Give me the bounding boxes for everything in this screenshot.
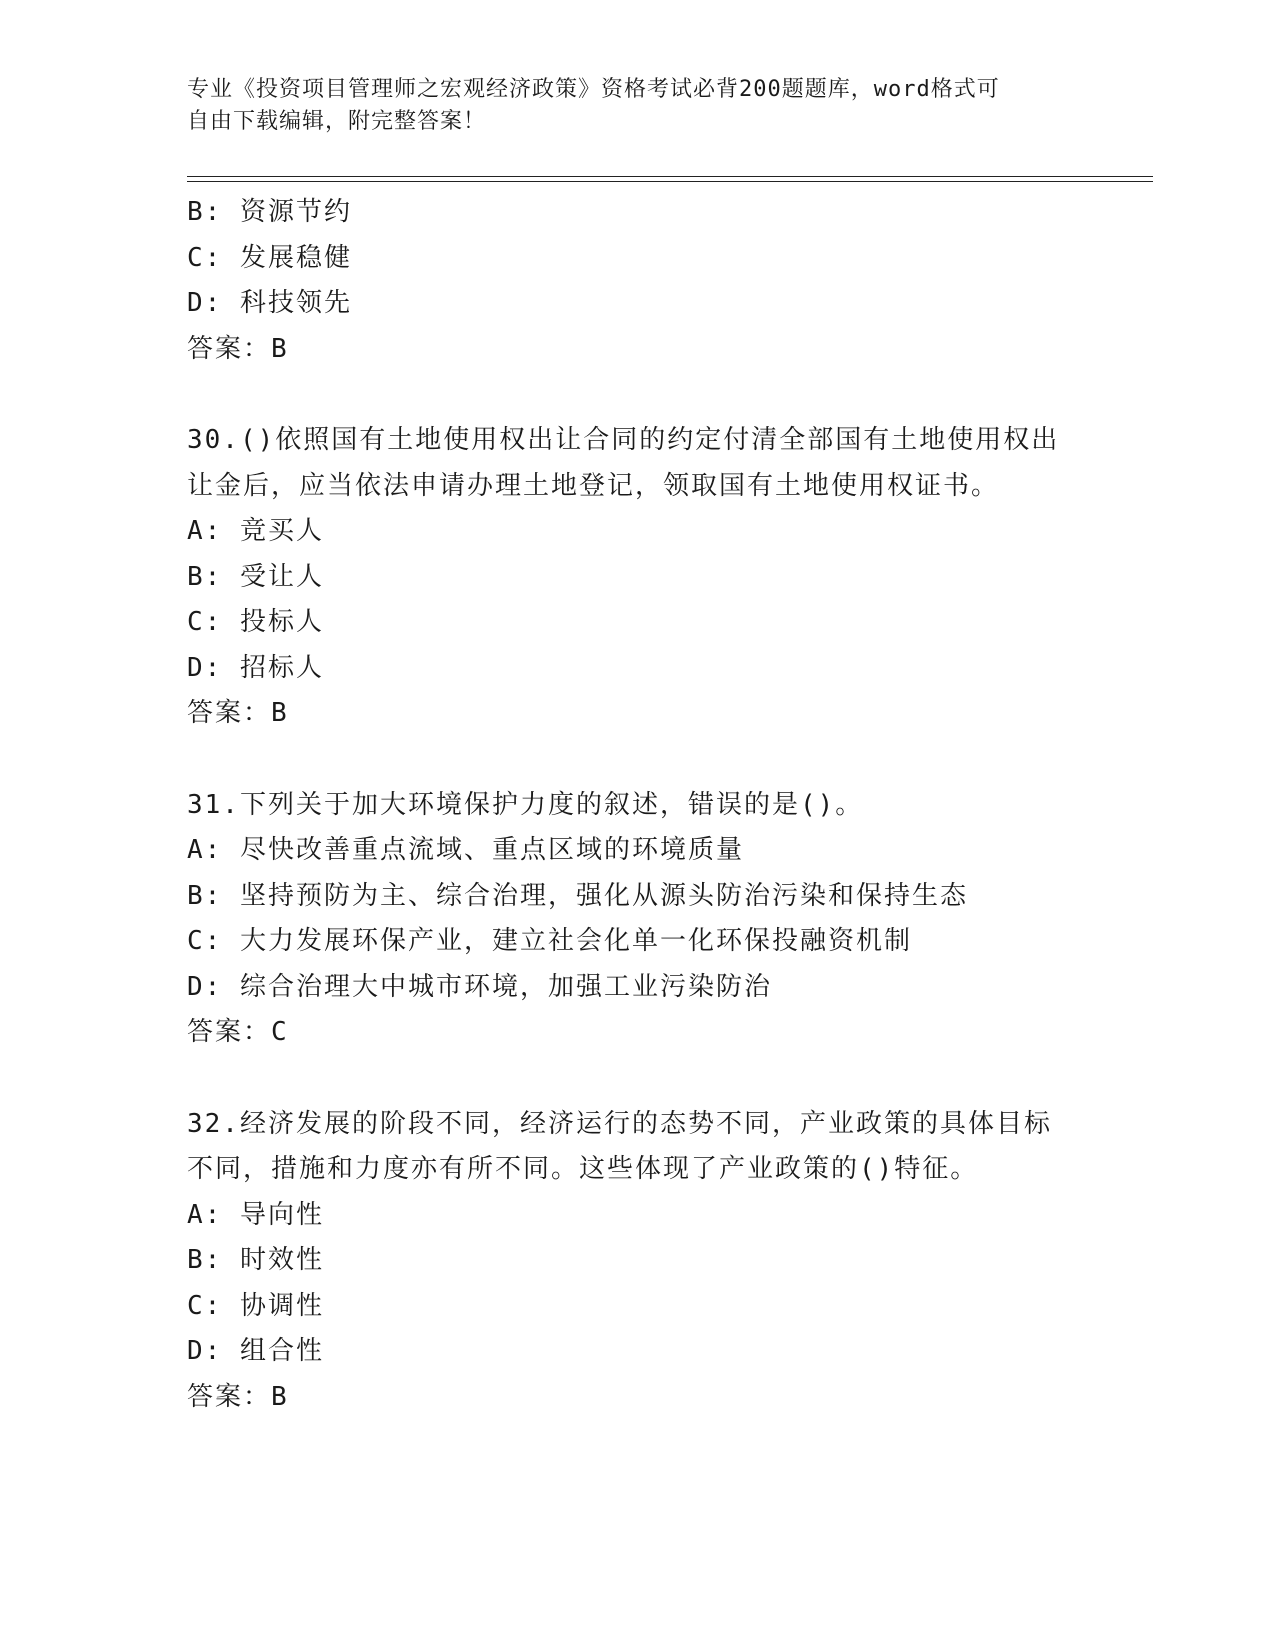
header-line-2: 自由下载编辑，附完整答案！ <box>187 109 487 134</box>
question-stem-line-2: 让金后，应当依法申请办理土地登记，领取国有土地使用权证书。 <box>187 470 1000 501</box>
option-c: C: 投标人 <box>187 607 324 637</box>
answer-line: 答案：C <box>187 1017 289 1047</box>
option-b: B: 资源节约 <box>187 197 352 227</box>
option-a: A: 竞买人 <box>187 516 324 546</box>
header-line-1: 专业《投资项目管理师之宏观经济政策》资格考试必背200题题库，word格式可 <box>187 77 1000 102</box>
document-header <box>187 74 1087 138</box>
spacer <box>187 737 1087 783</box>
option-b: B: 受让人 <box>187 561 324 592</box>
question-content <box>187 190 1087 1420</box>
spacer <box>187 372 1087 418</box>
question-32 <box>187 1102 1087 1421</box>
option-b: B: 坚持预防为主、综合治理，强化从源头防治污染和保持生态 <box>187 880 968 911</box>
option-d: D: 组合性 <box>187 1336 324 1366</box>
question-stem-line-1: 30.()依照国有土地使用权出让合同的约定付清全部国有土地使用权出 <box>187 425 1060 455</box>
option-c: C: 协调性 <box>187 1290 324 1321</box>
option-a: A: 导向性 <box>187 1199 324 1230</box>
option-d: D: 科技领先 <box>187 288 352 318</box>
answer-line: 答案：B <box>187 333 289 364</box>
answer-line: 答案：B <box>187 1381 289 1412</box>
question-stem-line-2: 不同，措施和力度亦有所不同。这些体现了产业政策的()特征。 <box>187 1154 979 1184</box>
question-31 <box>187 783 1087 1056</box>
header-rule-top <box>187 176 1153 177</box>
question-30 <box>187 418 1087 737</box>
spacer <box>187 1056 1087 1102</box>
option-c: C: 发展稳健 <box>187 242 352 273</box>
question-stem-line-1: 32.经济发展的阶段不同，经济运行的态势不同，产业政策的具体目标 <box>187 1108 1052 1139</box>
option-c: C: 大力发展环保产业，建立社会化单一化环保投融资机制 <box>187 926 912 956</box>
answer-line: 答案：B <box>187 698 289 728</box>
option-d: D: 综合治理大中城市环境，加强工业污染防治 <box>187 971 772 1002</box>
header-rule-bottom <box>187 181 1153 182</box>
option-b: B: 时效性 <box>187 1245 324 1275</box>
option-d: D: 招标人 <box>187 652 324 683</box>
option-a: A: 尽快改善重点流域、重点区域的环境质量 <box>187 835 744 865</box>
carryover-block <box>187 190 1087 372</box>
question-stem-line-1: 31.下列关于加大环境保护力度的叙述，错误的是()。 <box>187 789 864 820</box>
